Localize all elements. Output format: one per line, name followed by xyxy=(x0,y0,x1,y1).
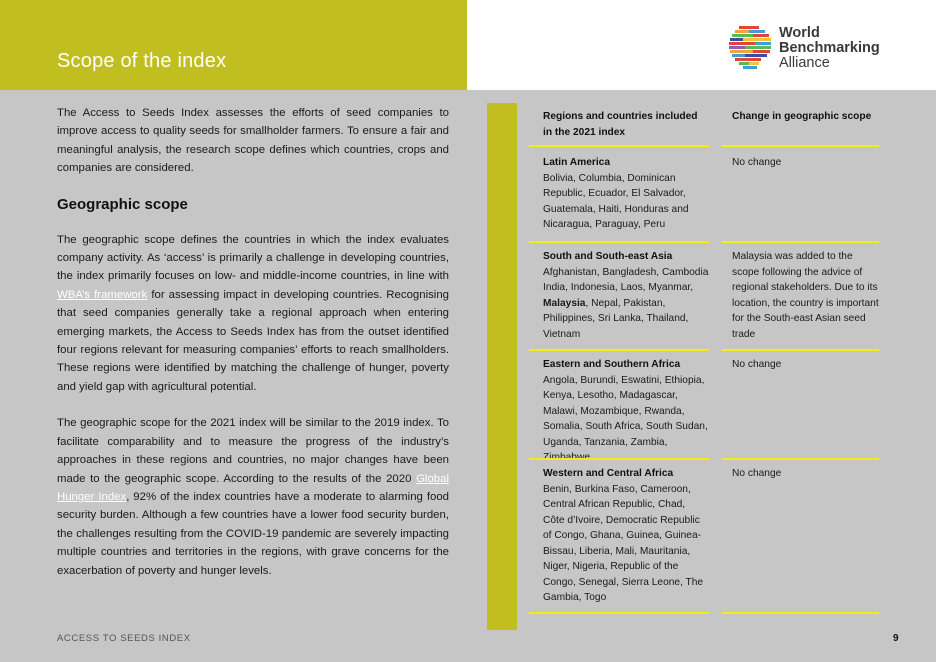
countries-highlight: Malaysia xyxy=(543,297,586,309)
col-change-header: Change in geographic scope xyxy=(732,111,872,122)
region-countries: Benin, Burkina Faso, Cameroon, Central African Republic, Chad, Côte d’Ivoire, Democratic Republic of Congo, Ghana, Guinea, Guinea-Bissau, Liberia, Mali, Mauritania, Niger, Nigeria, Republic of the Congo, Senegal, Sierra Leone, The Gambia, Togo xyxy=(543,483,704,603)
region-name: Western and Central Africa xyxy=(543,468,674,479)
page-title: Scope of the index xyxy=(57,50,227,72)
global-hunger-index-link[interactable]: Global Hunger Index xyxy=(57,472,449,503)
scope-change: No change xyxy=(732,468,782,479)
wba-framework-link[interactable]: WBA’s framework xyxy=(57,288,148,301)
region-name: South and South-east Asia xyxy=(543,251,673,262)
logo-line-1: World xyxy=(779,25,820,41)
logo-line-2: Benchmarking xyxy=(779,40,880,56)
left-column xyxy=(57,104,449,598)
col-regions-header: Regions and countries included in the 2021 index xyxy=(543,111,698,138)
table-rule xyxy=(529,612,709,614)
header-band xyxy=(0,0,467,90)
table-rule xyxy=(529,145,709,147)
region-countries: Angola, Burundi, Eswatini, Ethiopia, Kenya, Lesotho, Madagascar, Malawi, Mozambique, Rwanda, Somalia, South Africa, South Sudan, Uganda, Tanzania, Zambia, xyxy=(543,374,708,448)
table-row xyxy=(529,149,879,243)
table-row xyxy=(529,243,879,351)
logo-wordmark xyxy=(779,26,880,71)
table-accent-stripe xyxy=(487,103,517,630)
geo-p1-before: The geographic scope defines the countries in which the index evaluates company activity. As ‘access’ is primarily a challenge in developing countries, the index primarily focuses on low- and middle-income countries, in line with xyxy=(57,233,449,283)
geo-p2-before: The geographic scope for the 2021 index will be similar to the 2019 index. To facilitate comparability and to measure the progress of the industry’s approaches in these regions and countries, no major changes have been made to the geographic scope. According to the results of the 2020 xyxy=(57,417,449,485)
table-header-row xyxy=(529,103,879,149)
globe-stripes-icon xyxy=(729,24,773,72)
geo-p2-after: , 92% of the index countries have a moderate to alarming food security burden. Although a few countries have a lower food security burden, the challenges resulting from the COVID-19 pandemic are severely impacting multiple countries and territories in the regions, with grave concerns for the exacerbation of poverty and hunger levels. xyxy=(57,490,449,577)
region-countries: Bolivia, Columbia, Dominican Republic, Ecuador, El Salvador, Guatemala, Haiti, Honduras and Nicaragua, Paraguay, Peru xyxy=(543,172,689,230)
countries-before: Afghanistan, Bangladesh, Cambodia India, Indonesia, Laos, Myanmar, xyxy=(543,266,709,293)
region-countries xyxy=(529,265,709,343)
table-rule xyxy=(722,145,879,147)
intro-paragraph: The Access to Seeds Index assesses the efforts of seed companies to improve access to quality seeds for smallholder farmers. To ensure a fair and meaningful analysis, the research scope defines which countries, crops and companies are considered. xyxy=(57,107,449,175)
logo-line-3: Alliance xyxy=(779,55,830,71)
geographic-scope-table xyxy=(529,103,879,616)
geo-p1-after: for assessing impact in developing countries. Recognising that seed companies generally take a regional approach when entering emerging markets, the Access to Seeds Index has from the outset identified four regions relevant for measuring companies’ efforts to reach smallholders. These regions were identified by matching the challenge of hunger, poverty and yield gap with agricultural potential. xyxy=(57,288,449,393)
geographic-paragraph-2 xyxy=(57,414,449,580)
wba-logo xyxy=(729,24,889,72)
countries-after: , Nepal, Pakistan, Philippines, Sri Lanka, Thailand, Vietnam xyxy=(543,297,689,340)
geographic-paragraph-1 xyxy=(57,231,449,397)
table-rule xyxy=(722,612,879,614)
scope-change: No change xyxy=(732,157,782,168)
logo-area xyxy=(467,0,936,90)
footer-publication: ACCESS TO SEEDS INDEX xyxy=(57,633,191,644)
table-row xyxy=(529,460,879,616)
page-number: 9 xyxy=(893,633,899,644)
scope-change: No change xyxy=(732,359,782,370)
region-name: Eastern and Southern Africa xyxy=(543,359,681,370)
table-row xyxy=(529,351,879,460)
geographic-scope-heading: Geographic scope xyxy=(57,195,188,213)
scope-change: Malaysia was added to the scope following the advice of regional stakeholders. Due to its location, the country is important for the South-east Asian seed trade xyxy=(732,251,879,340)
region-name: Latin America xyxy=(543,157,610,168)
